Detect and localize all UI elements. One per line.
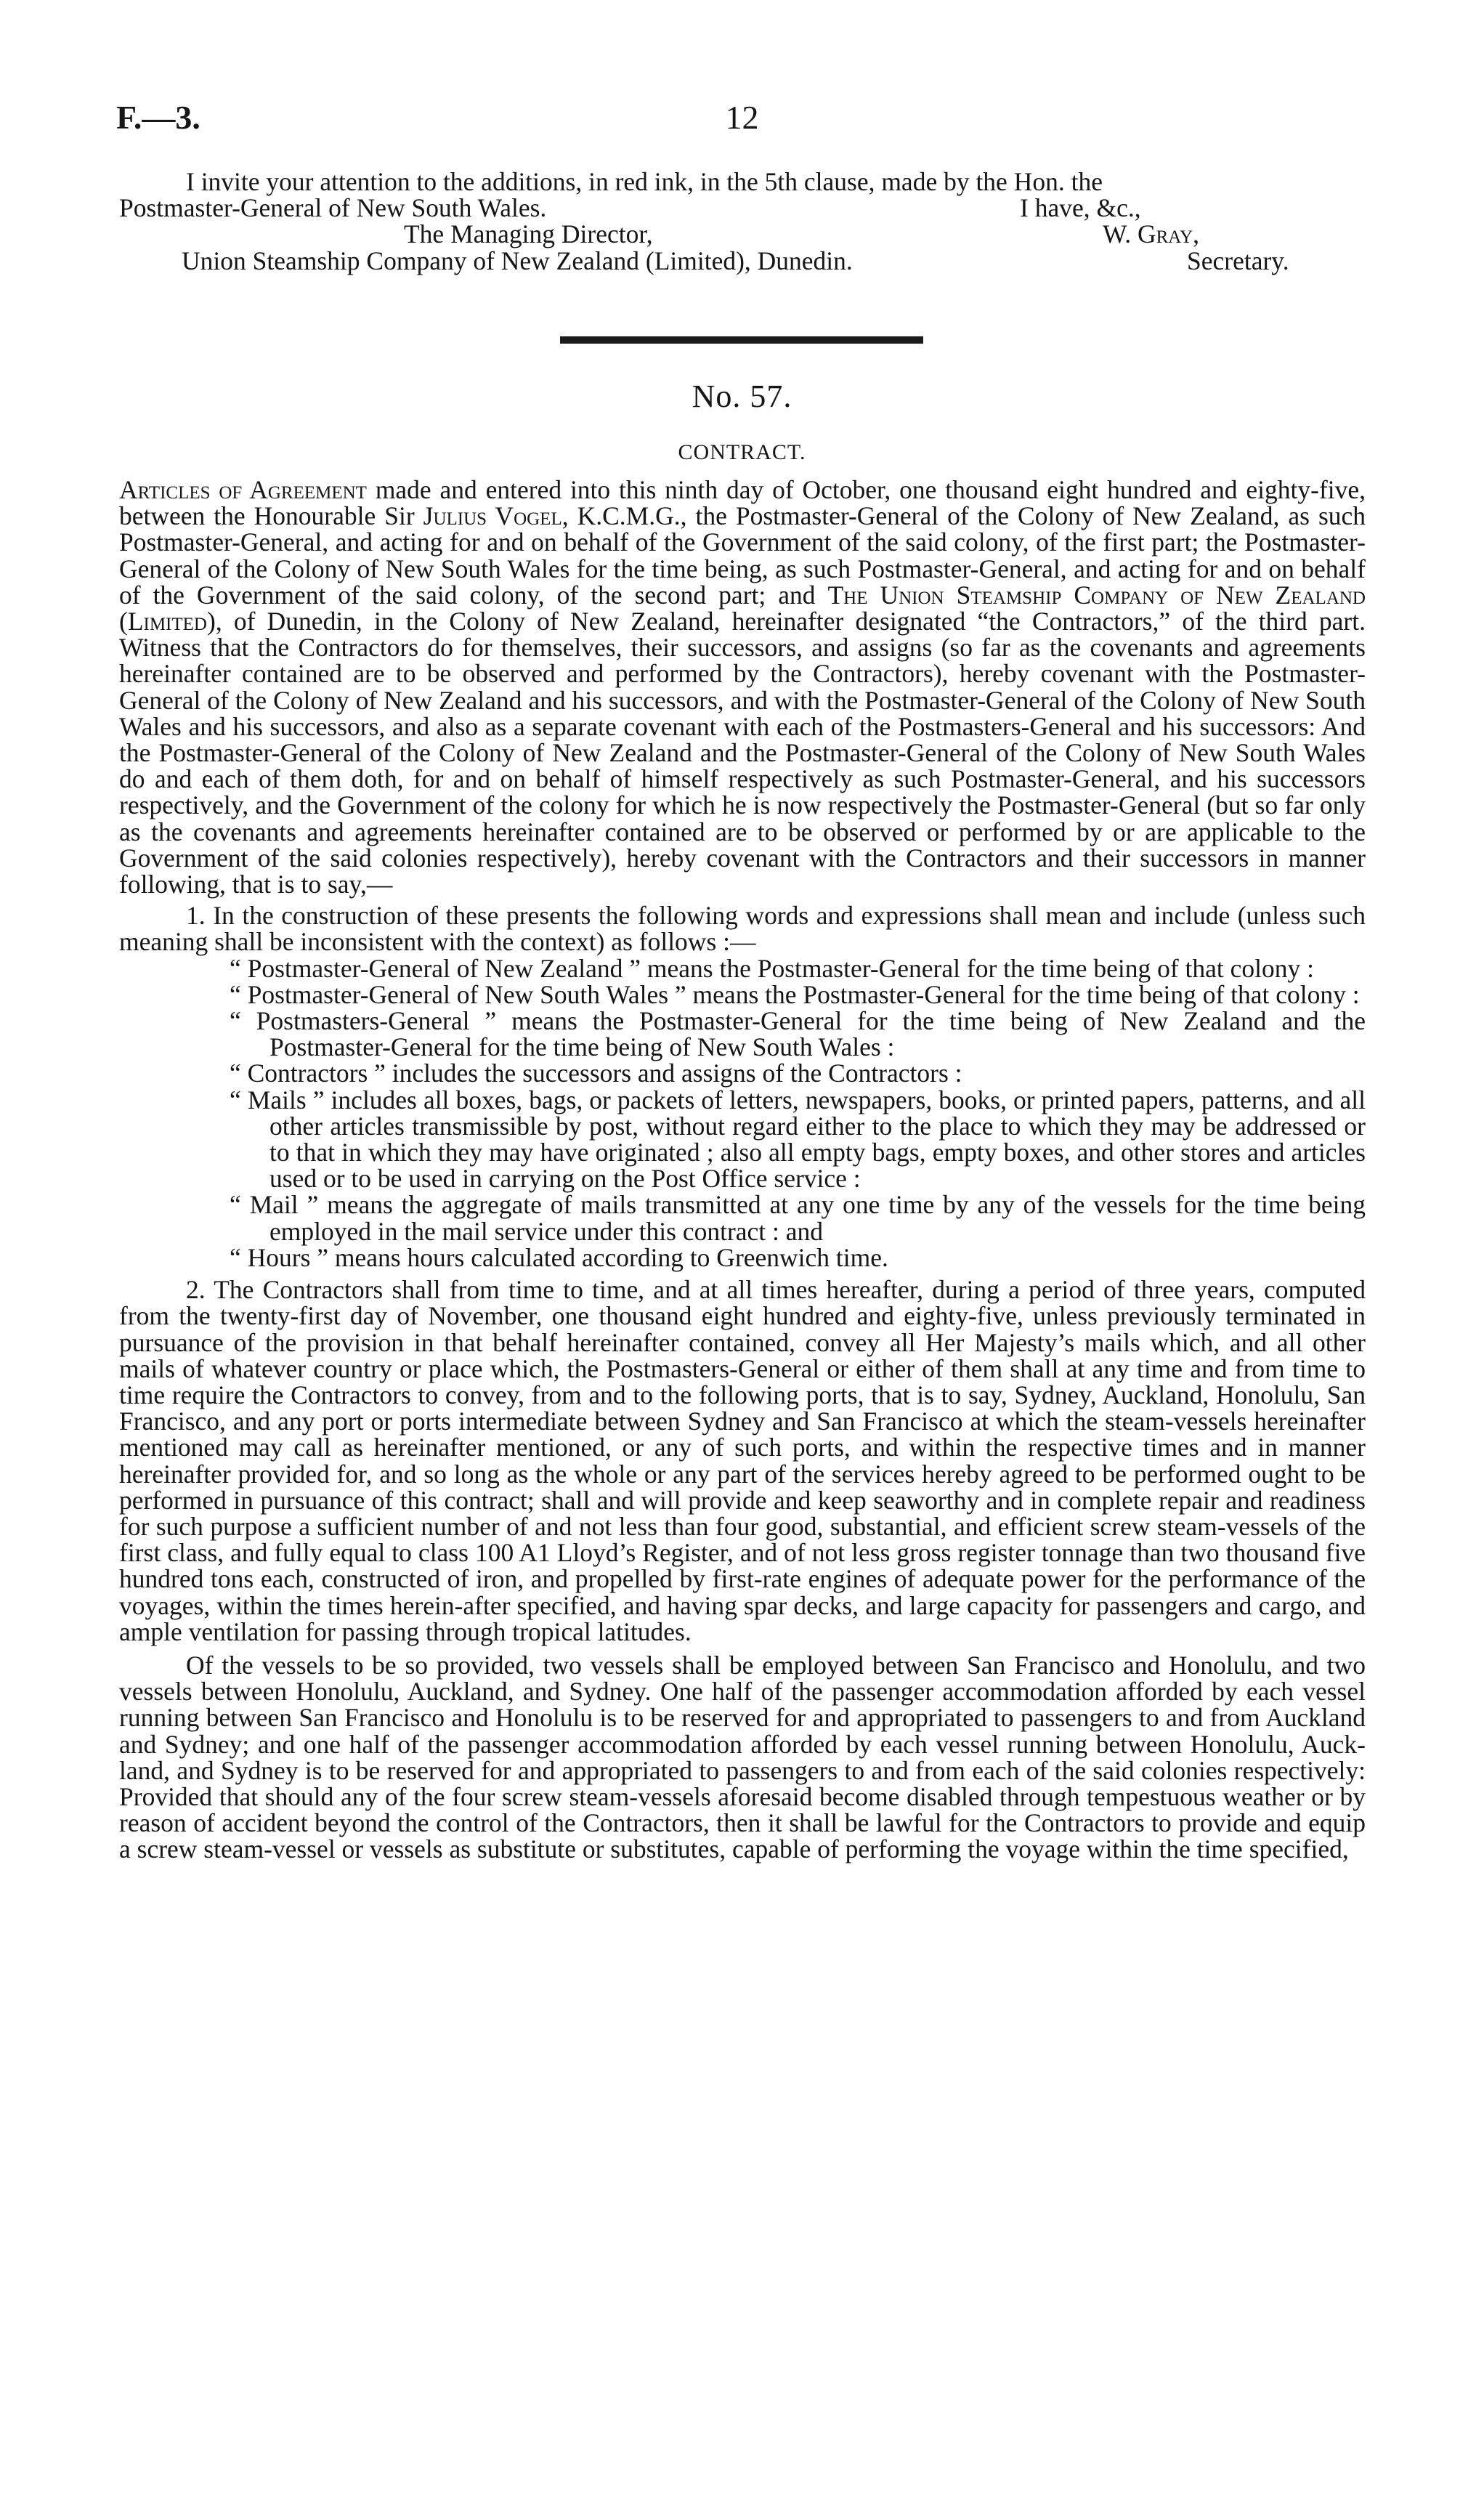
- letter-line: [119, 169, 1366, 195]
- letter-closing: I have, &c.,: [1020, 193, 1141, 223]
- preamble-paragraph: [119, 477, 1366, 897]
- signatory-title: Secretary.: [1187, 246, 1289, 275]
- addressee-organisation: Union Steamship Company of New Zealand (Limited), Dunedin.: [182, 246, 853, 275]
- letter-text: Postmaster-General of New South Wales.: [119, 193, 547, 223]
- definition-item: “ Postmasters-General ” means the Postmaster-General for the time being of New Zealand and the Postmaster-General for the time being of New South Wales :: [230, 1006, 1366, 1062]
- document-number: No. 57.: [692, 379, 792, 414]
- letter-line: [119, 221, 1366, 247]
- preamble-text: made and entered into this ninth day of October, one thousand eight hundred and eighty-five, between the Honourable Sir: [119, 475, 1366, 531]
- definition-item: “ Hours ” means hours calculated according to Greenwich time.: [230, 1242, 888, 1272]
- definition-item: “ Mail ” means the aggregate of mails transmitted at any one time by any of the vessels for the time being employed in the mail service under this contract : and: [230, 1190, 1366, 1246]
- addressee-title: The Managing Director,: [404, 219, 653, 249]
- letter-line: [119, 248, 1366, 274]
- letter-text: I invite your attention to the additions, in red ink, in the 5th clause, made by the Hon. the: [186, 167, 1103, 196]
- definition-item: “ Postmaster-General of New Zealand ” means the Postmaster-General for the time being of that colony :: [230, 953, 1315, 983]
- clause-1: 1. In the construction of these presents the following words and expressions shall mean and include (unless such meaning shall be inconsistent with the context) as follows :—: [119, 901, 1366, 957]
- definition-item: “ Mails ” includes all boxes, bags, or packets of letters, newspapers, books, or printed papers, patterns, and all other articles transmissible by post, without regard either to the place to which they may be addressed or to that in which they may have originated ; also all empty bags, empty boxes, and other stores and articles used or to be used in carrying on the Post Office service :: [230, 1085, 1366, 1194]
- parliamentary-paper-reference: F.—3.: [116, 99, 200, 136]
- letter-line: [119, 195, 1366, 221]
- clause-2: 2. The Contractors shall from time to time, and at all times hereafter, during a period of three years, computed from the twenty-first day of November, one thousand eight hundred and eighty-five, unless previously terminated in pursuance of the provision in that behalf hereinafter contained, convey all Her Majesty’s mails which, and all other mails of whatever country or place which, the Postmasters-General or either of them shall at any time and from time to time require the Contractors to convey, from and to the following ports, that is to say, Sydney, Auckland, Honolulu, San Francisco, and any port or ports intermediate between Sydney and San Francisco at which the steam-vessels hereinafter mentioned may call as hereinafter mentioned, or any of such ports, and within the respective times and in manner hereinafter provided for, and so long as the whole or any part of the services hereby agreed to be performed ought to be performed in pursuance of this contract; shall and will provide and keep seaworthy and in complete repair and readiness for such purpose a sufficient number of and not less than four good, substantial, and efficient screw steam-vessels of the first class, and fully equal to class 100 A1 Lloyd’s Register, and of not less gross register tonnage than two thousand five hundred tons each, constructed of iron, and propelled by first-rate engines of adequate power for the performance of the voyages, within the times herein-after specified, and having spar decks, and large capacity for passengers and cargo, and ample ventilation for passing through tropical latitudes.: [119, 1275, 1366, 1646]
- covering-letter: [119, 169, 1366, 274]
- page-number: 12: [725, 99, 759, 136]
- company-name: The Union Steamship Company of New Zealand (Limited): [119, 580, 1366, 636]
- preamble-lead: Articles of Agreement: [119, 475, 367, 504]
- definition-item: “ Postmaster-General of New South Wales ” means the Postmaster-General for the time being of that colony :: [230, 979, 1360, 1009]
- section-divider: [560, 336, 923, 344]
- signatory-name: W. Gray,: [1103, 219, 1199, 249]
- clause-2-continuation: Of the vessels to be so provided, two vessels shall be employed between San Francisco and Honolulu, and two vessels between Honolulu, Auckland, and Sydney. One half of the passenger accommodation afforded by each vessel running between San Francisco and Honolulu is to be reserved for and appropriated to passengers to and from Auckland and Sydney; and one half of the passenger accommodation afforded by each vessel running between Honolulu, Auck-land, and Sydney is to be reserved for and appropriated to passengers to and from each of the said colonies respectively: Provided that should any of the four screw steam-vessels aforesaid become disabled through tempestuous weather or by reason of accident beyond the control of the Contractors, then it shall be lawful for the Contractors to provide and equip a screw steam-vessel or vessels as substitute or substitutes, capable of performing the voyage within the time specified,: [119, 1650, 1366, 1864]
- contract-body: [119, 477, 1366, 1863]
- definitions-list: [119, 955, 1366, 1271]
- page-header: [116, 98, 1368, 149]
- preamble-text: , of Dunedin, in the Colony of New Zealand, hereinafter designated “the Contractors,” of the third part. Witness that the Contractors do for themselves, their successors, and assigns (so far as the covenants and agreements hereinafter contained are to be observed and performed by the Contractors), hereby covenant with the Postmaster-General of the Colony of New Zealand and his successors, and with the Postmaster-General of the Colony of New South Wales and his successors, and also as a separate covenant with each of the Postmasters-General and his successors: And the Postmaster-General of the Colony of New Zealand and the Postmaster-General of the Colony of New South Wales do and each of them doth, for and on behalf of himself respectively as such Postmaster-General, and his successors respectively, and the Government of the colony for which he is now respectively the Postmaster-General (but so far only as the covenants and agreements hereinafter contained are to be observed or performed by or are applicable to the Government of the said colonies respectively), hereby covenant with the Contractors and their successors in manner following, that is to say,—: [119, 607, 1366, 899]
- preamble-text: , K.C.M.G., the Postmaster-General of the Colony of New Zealand, as such Postmaster-General, and acting for and on behalf of the Government of the said colony, of the first part; the Postmaster-General of the Colony of New South Wales for the time being, as such Postmaster-General, and acting for and on behalf of the Government of the said colony, of the second part; and: [119, 501, 1366, 610]
- definition-item: “ Contractors ” includes the successors and assigns of the Contractors :: [230, 1059, 962, 1088]
- minister-name: Julius Vogel: [423, 501, 562, 531]
- document-title: CONTRACT.: [678, 440, 806, 464]
